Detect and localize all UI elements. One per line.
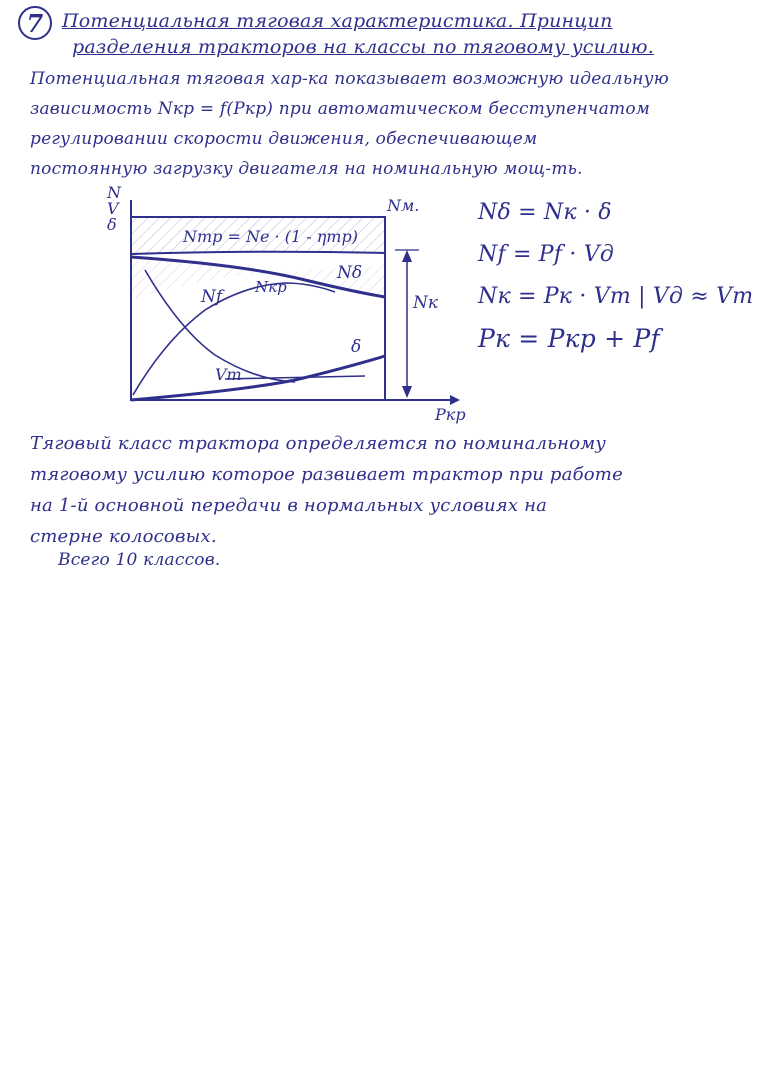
class-line-3: на 1-й основной передачи в нормальных условиях на [30,495,548,516]
formula-1: Nδ = Nк · δ [478,200,612,225]
y-label-delta: δ [107,215,117,234]
formula-3: Nк = Pк · Vт | Vд ≈ Vт [478,284,754,309]
question-number-text: 7 [26,8,44,38]
title-line-1: Потенциальная тяговая характеристика. Принцип [62,10,613,32]
vt-label: Vт [215,365,242,384]
nk-up-arrow-icon [402,250,412,262]
title-line-2: разделения тракторов на классы по тяговому усилию. [72,36,654,58]
formula-4: Pк = Pкр + Pf [478,324,660,353]
page-title [62,8,742,60]
intro-paragraph [30,64,750,184]
traction-characteristic-graph [95,180,470,425]
class-total: Всего 10 классов. [58,550,221,570]
nm-label: Nм. [387,196,420,215]
y-label-n: N [107,183,121,202]
ntr-label: Nтр = Ne · (1 - ηтр) [183,227,358,246]
class-line-2: тяговому усилию которое развивает трактор при работе [30,464,623,485]
y-label-v: V [107,199,119,218]
x-axis-arrow-icon [450,395,460,405]
classification-paragraph [30,428,750,552]
intro-line-2: зависимость Nкр = f(Pкр) при автоматическом бесступенчатом [30,99,651,119]
delta-label: δ [351,337,362,357]
nd-label: Nδ [337,263,363,283]
nk-down-arrow-icon [402,386,412,398]
class-line-1: Тяговый класс трактора определяется по номинальному [30,433,607,454]
nkr-label: Nкр [255,278,287,296]
class-line-4: стерне колосовых. [30,526,217,547]
intro-line-3: регулировании скорости движения, обеспечивающем [30,129,538,149]
question-number [18,6,52,40]
intro-line-1: Потенциальная тяговая хар-ка показывает возможную идеальную [30,69,669,89]
x-label-pkr: Pкр [435,405,466,424]
formula-block [478,192,754,360]
nk-label: Nк [413,293,439,313]
nf-label: Nf [201,287,223,307]
formula-2: Nf = Pf · Vд [478,242,614,267]
intro-line-4: постоянную загрузку двигателя на номинальную мощ-ть. [30,159,583,179]
